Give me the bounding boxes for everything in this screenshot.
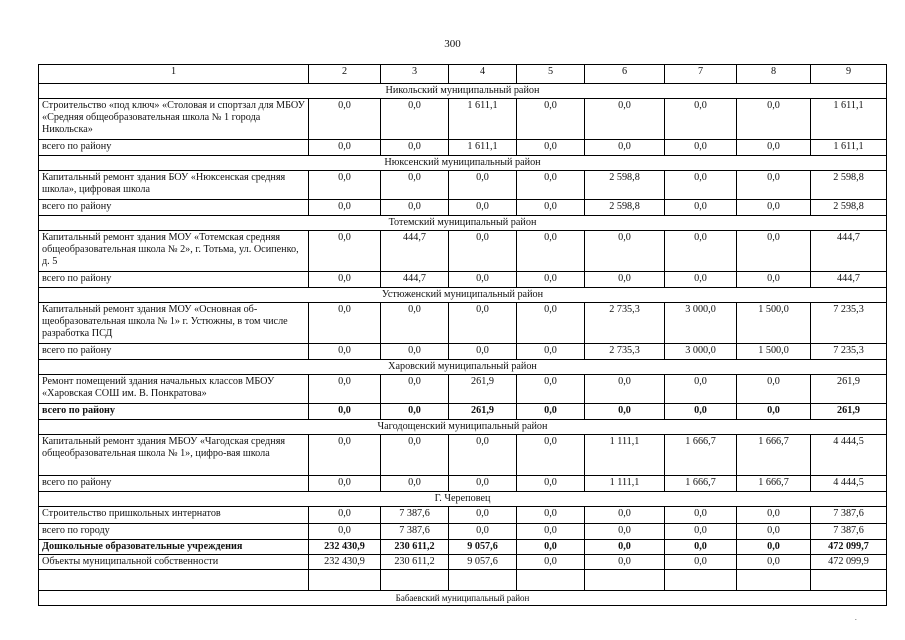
cell-value: 0,0 bbox=[585, 231, 665, 272]
cell-value: 0,0 bbox=[585, 540, 665, 555]
cell-value: 2 598,8 bbox=[585, 200, 665, 216]
cell-value: 0,0 bbox=[309, 375, 381, 404]
column-number: 1 bbox=[39, 65, 309, 84]
cell-value: 0,0 bbox=[737, 200, 811, 216]
cell-value: 0,0 bbox=[309, 507, 381, 524]
cell-value: 0,0 bbox=[517, 476, 585, 492]
total-row bbox=[39, 140, 887, 156]
cell-value: 0,0 bbox=[585, 507, 665, 524]
cell-value: 0,0 bbox=[517, 303, 585, 344]
total-row bbox=[39, 524, 887, 540]
cell-value: 0,0 bbox=[737, 404, 811, 420]
cell-value: 0,0 bbox=[449, 476, 517, 492]
cell-value: 0,0 bbox=[381, 99, 449, 140]
table-row bbox=[39, 171, 887, 200]
section-title: Харовский муниципальный район bbox=[39, 360, 887, 375]
cell-value: 0,0 bbox=[309, 171, 381, 200]
section-header-row bbox=[39, 420, 887, 435]
cell-value: 0,0 bbox=[665, 140, 737, 156]
cell-value: 7 235,3 bbox=[811, 344, 887, 360]
column-number: 3 bbox=[381, 65, 449, 84]
row-label: Строительство «под ключ» «Столовая и спортзал для МБОУ «Средняя общеобразовательная школа № 1 города Никольска» bbox=[39, 99, 309, 140]
table-row bbox=[39, 375, 887, 404]
section-title: Чагодощенский муниципальный район bbox=[39, 420, 887, 435]
cell-value: 0,0 bbox=[449, 507, 517, 524]
row-label: всего по району bbox=[39, 476, 309, 492]
table-row bbox=[39, 555, 887, 570]
total-row bbox=[39, 272, 887, 288]
cell-value: 0,0 bbox=[665, 272, 737, 288]
cell-value: 261,9 bbox=[449, 375, 517, 404]
column-number: 9 bbox=[811, 65, 887, 84]
empty-cell bbox=[517, 570, 585, 591]
cell-value: 0,0 bbox=[381, 303, 449, 344]
cell-value: 0,0 bbox=[665, 375, 737, 404]
section-title: Г. Череповец bbox=[39, 492, 887, 507]
cell-value: 0,0 bbox=[309, 344, 381, 360]
cell-value: 0,0 bbox=[381, 435, 449, 476]
cell-value: 0,0 bbox=[449, 231, 517, 272]
cell-value: 0,0 bbox=[665, 507, 737, 524]
cell-value: 0,0 bbox=[665, 231, 737, 272]
cell-value: 0,0 bbox=[309, 231, 381, 272]
cell-value: 0,0 bbox=[737, 540, 811, 555]
column-number: 4 bbox=[449, 65, 517, 84]
cell-value: 472 099,7 bbox=[811, 540, 887, 555]
table-row bbox=[39, 507, 887, 524]
cell-value: 0,0 bbox=[449, 200, 517, 216]
cell-value: 261,9 bbox=[811, 404, 887, 420]
cell-value: 0,0 bbox=[737, 507, 811, 524]
table-row bbox=[39, 99, 887, 140]
cell-value: 230 611,2 bbox=[381, 540, 449, 555]
cell-value: 444,7 bbox=[811, 272, 887, 288]
cell-value: 0,0 bbox=[737, 375, 811, 404]
cell-value: 0,0 bbox=[517, 540, 585, 555]
section-header-row bbox=[39, 591, 887, 606]
total-row bbox=[39, 476, 887, 492]
cell-value: 7 387,6 bbox=[811, 524, 887, 540]
cell-value: 0,0 bbox=[381, 375, 449, 404]
row-label: Дошкольные образовательные учреждения bbox=[39, 540, 309, 555]
row-label: Объекты муниципальной собственности bbox=[39, 555, 309, 570]
cell-value: 0,0 bbox=[585, 99, 665, 140]
cell-value: 0,0 bbox=[665, 404, 737, 420]
cell-value: 1 611,1 bbox=[811, 99, 887, 140]
budget-table bbox=[38, 64, 887, 606]
empty-cell bbox=[811, 570, 887, 591]
cell-value: 0,0 bbox=[309, 435, 381, 476]
cell-value: 0,0 bbox=[665, 171, 737, 200]
cell-value: 1 611,1 bbox=[449, 140, 517, 156]
column-number: 5 bbox=[517, 65, 585, 84]
cell-value: 0,0 bbox=[737, 231, 811, 272]
row-label: всего по району bbox=[39, 404, 309, 420]
cell-value: 0,0 bbox=[309, 303, 381, 344]
table-row bbox=[39, 231, 887, 272]
cell-value: 1 500,0 bbox=[737, 344, 811, 360]
cell-value: 4 444,5 bbox=[811, 435, 887, 476]
cell-value: 0,0 bbox=[665, 524, 737, 540]
cell-value: 444,7 bbox=[811, 231, 887, 272]
cell-value: 0,0 bbox=[665, 99, 737, 140]
cell-value: 1 111,1 bbox=[585, 435, 665, 476]
table-row bbox=[39, 435, 887, 476]
section-header-row bbox=[39, 216, 887, 231]
cell-value: 1 666,7 bbox=[665, 476, 737, 492]
section-title: Нюксенский муниципальный район bbox=[39, 156, 887, 171]
cell-value: 2 735,3 bbox=[585, 344, 665, 360]
cell-value: 0,0 bbox=[517, 555, 585, 570]
cell-value: 0,0 bbox=[449, 524, 517, 540]
total-row bbox=[39, 200, 887, 216]
cell-value: 1 500,0 bbox=[737, 303, 811, 344]
row-label: Ремонт помещений здания начальных классов МБОУ «Харовская СОШ им. В. Понкратова» bbox=[39, 375, 309, 404]
cell-value: 0,0 bbox=[737, 99, 811, 140]
cell-value: 4 444,5 bbox=[811, 476, 887, 492]
row-label: всего по городу bbox=[39, 524, 309, 540]
cell-value: 0,0 bbox=[309, 200, 381, 216]
cell-value: 0,0 bbox=[585, 555, 665, 570]
empty-cell bbox=[585, 570, 665, 591]
section-header-row bbox=[39, 156, 887, 171]
cell-value: 9 057,6 bbox=[449, 540, 517, 555]
cell-value: 0,0 bbox=[309, 272, 381, 288]
cell-value: 444,7 bbox=[381, 231, 449, 272]
cell-value: 0,0 bbox=[517, 99, 585, 140]
cell-value: 0,0 bbox=[381, 200, 449, 216]
row-label: Капитальный ремонт здания МОУ «Тотемская средняя общеобразовательная школа № 2», г. Тотьма, ул. Осипенко, д. 5 bbox=[39, 231, 309, 272]
empty-cell bbox=[737, 570, 811, 591]
empty-cell bbox=[39, 570, 309, 591]
cell-value: 9 057,6 bbox=[449, 555, 517, 570]
cell-value: 0,0 bbox=[585, 375, 665, 404]
empty-cell bbox=[381, 570, 449, 591]
cell-value: 0,0 bbox=[449, 303, 517, 344]
row-label: всего по району bbox=[39, 200, 309, 216]
row-label: всего по району bbox=[39, 344, 309, 360]
column-number: 8 bbox=[737, 65, 811, 84]
cell-value: 1 111,1 bbox=[585, 476, 665, 492]
cell-value: 1 666,7 bbox=[737, 476, 811, 492]
cell-value: 261,9 bbox=[811, 375, 887, 404]
cell-value: 0,0 bbox=[449, 171, 517, 200]
cell-value: 2 598,8 bbox=[811, 171, 887, 200]
column-number-row bbox=[39, 65, 887, 84]
cell-value: 0,0 bbox=[381, 476, 449, 492]
empty-cell bbox=[309, 570, 381, 591]
cell-value: 0,0 bbox=[309, 140, 381, 156]
cell-value: 0,0 bbox=[381, 404, 449, 420]
row-label: Капитальный ремонт здания МОУ «Основная об-щеобразовательная школа № 1» г. Устюжны, в том числе разработка ПСД bbox=[39, 303, 309, 344]
empty-cell bbox=[449, 570, 517, 591]
section-header-row bbox=[39, 84, 887, 99]
cell-value: 0,0 bbox=[517, 231, 585, 272]
cell-value: 0,0 bbox=[585, 140, 665, 156]
cell-value: 0,0 bbox=[381, 344, 449, 360]
cell-value: 0,0 bbox=[517, 435, 585, 476]
cell-value: 0,0 bbox=[737, 171, 811, 200]
section-title: Устюженский муниципальный район bbox=[39, 288, 887, 303]
cell-value: 2 598,8 bbox=[811, 200, 887, 216]
cell-value: 261,9 bbox=[449, 404, 517, 420]
row-label: всего по району bbox=[39, 140, 309, 156]
row-label: Капитальный ремонт здания МБОУ «Чагодская средняя общеобразовательная школа № 1», цифро-вая школа bbox=[39, 435, 309, 476]
section-title: Бабаевский муниципальный район bbox=[39, 591, 887, 606]
section-title: Тотемский муниципальный район bbox=[39, 216, 887, 231]
cell-value: 0,0 bbox=[517, 375, 585, 404]
cell-value: 0,0 bbox=[449, 435, 517, 476]
row-label: Капитальный ремонт здания БОУ «Нюксенская средняя школа», цифровая школа bbox=[39, 171, 309, 200]
cell-value: 0,0 bbox=[585, 524, 665, 540]
total-row bbox=[39, 404, 887, 420]
cell-value: 0,0 bbox=[517, 272, 585, 288]
cell-value: 0,0 bbox=[517, 171, 585, 200]
empty-cell bbox=[665, 570, 737, 591]
cell-value: 0,0 bbox=[585, 404, 665, 420]
section-title: Никольский муниципальный район bbox=[39, 84, 887, 99]
table-row bbox=[39, 303, 887, 344]
cell-value: 0,0 bbox=[517, 404, 585, 420]
section-header-row bbox=[39, 492, 887, 507]
total-row bbox=[39, 344, 887, 360]
cell-value: 0,0 bbox=[665, 200, 737, 216]
cell-value: 232 430,9 bbox=[309, 555, 381, 570]
cell-value: 0,0 bbox=[665, 540, 737, 555]
cell-value: 1 611,1 bbox=[449, 99, 517, 140]
cell-value: 0,0 bbox=[449, 344, 517, 360]
page-number: 300 bbox=[444, 38, 461, 50]
cell-value: 0,0 bbox=[737, 140, 811, 156]
cell-value: 0,0 bbox=[585, 272, 665, 288]
cell-value: 0,0 bbox=[449, 272, 517, 288]
cell-value: 0,0 bbox=[665, 555, 737, 570]
row-label: Строительство пришкольных интернатов bbox=[39, 507, 309, 524]
cell-value: 0,0 bbox=[737, 555, 811, 570]
cell-value: 232 430,9 bbox=[309, 540, 381, 555]
column-number: 6 bbox=[585, 65, 665, 84]
cell-value: 1 666,7 bbox=[665, 435, 737, 476]
cell-value: 0,0 bbox=[517, 200, 585, 216]
cell-value: 230 611,2 bbox=[381, 555, 449, 570]
row-label: всего по району bbox=[39, 272, 309, 288]
cell-value: 0,0 bbox=[381, 171, 449, 200]
cell-value: 0,0 bbox=[517, 524, 585, 540]
cell-value: 3 000,0 bbox=[665, 303, 737, 344]
cell-value: 1 611,1 bbox=[811, 140, 887, 156]
scan-mark: . bbox=[855, 614, 857, 622]
cell-value: 0,0 bbox=[381, 140, 449, 156]
cell-value: 7 235,3 bbox=[811, 303, 887, 344]
column-number: 2 bbox=[309, 65, 381, 84]
cell-value: 0,0 bbox=[737, 272, 811, 288]
cell-value: 0,0 bbox=[517, 507, 585, 524]
cell-value: 1 666,7 bbox=[737, 435, 811, 476]
cell-value: 7 387,6 bbox=[811, 507, 887, 524]
cell-value: 0,0 bbox=[309, 524, 381, 540]
cell-value: 0,0 bbox=[517, 140, 585, 156]
cell-value: 444,7 bbox=[381, 272, 449, 288]
section-header-row bbox=[39, 288, 887, 303]
spacer-row bbox=[39, 570, 887, 591]
cell-value: 2 735,3 bbox=[585, 303, 665, 344]
cell-value: 7 387,6 bbox=[381, 524, 449, 540]
cell-value: 0,0 bbox=[309, 99, 381, 140]
cell-value: 0,0 bbox=[517, 344, 585, 360]
cell-value: 7 387,6 bbox=[381, 507, 449, 524]
cell-value: 3 000,0 bbox=[665, 344, 737, 360]
cell-value: 0,0 bbox=[309, 476, 381, 492]
cell-value: 472 099,9 bbox=[811, 555, 887, 570]
cell-value: 0,0 bbox=[737, 524, 811, 540]
cell-value: 0,0 bbox=[309, 404, 381, 420]
section-header-row bbox=[39, 360, 887, 375]
cell-value: 2 598,8 bbox=[585, 171, 665, 200]
table-body bbox=[39, 65, 887, 606]
table-row bbox=[39, 540, 887, 555]
column-number: 7 bbox=[665, 65, 737, 84]
